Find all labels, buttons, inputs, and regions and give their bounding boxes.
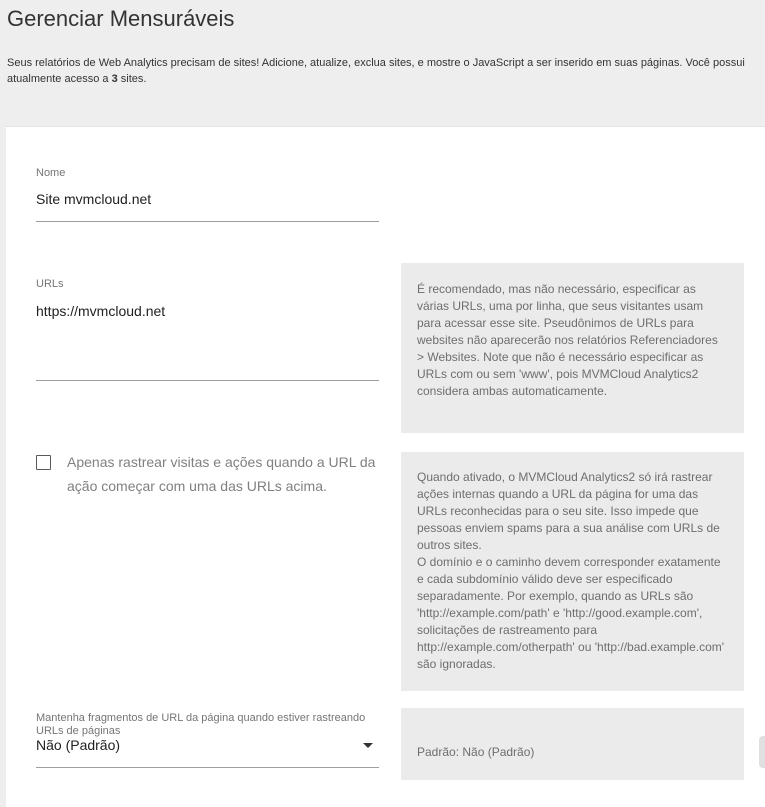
track-only-urls-help-box <box>401 452 744 691</box>
sites-count: 3 <box>111 73 118 85</box>
name-input-underline <box>36 221 379 222</box>
urls-field-label: URLs <box>36 278 64 290</box>
urls-textarea[interactable]: https://mvmcloud.net <box>36 303 166 319</box>
name-field-label: Nome <box>36 167 66 179</box>
track-only-urls-help-text-2: O domínio e o caminho devem corresponder exatamente e cada subdomínio válido deve ser especificado separadamente. Por exemplo, quando as URLs são 'http://example.com/path' e 'http://good.example.com', solicitações de rastreamento para http://example.com/otherpath' ou 'http://bad.example.com' são ignoradas. <box>417 555 725 671</box>
keep-fragments-label: Mantenha fragmentos de URL da página quando estiver rastreando URLs de páginas <box>36 712 366 737</box>
site-edit-card <box>6 126 765 807</box>
keep-fragments-help-text: Padrão: Não (Padrão) <box>417 745 535 759</box>
scrollbar-nub[interactable] <box>759 736 765 768</box>
keep-fragments-underline <box>36 767 379 768</box>
keep-fragments-selected-value: Não (Padrão) <box>36 737 121 753</box>
urls-help-text: É recomendado, mas não necessário, especificar as várias URLs, uma por linha, que seus visitantes usam para acessar esse site. Pseudônimos de URLs para websites não aparecerão nos relatórios Referenciadores > Websites. Note que não é necessário especificar as URLs com ou sem 'www', pois MVMCloud Analytics2 considera ambas automaticamente. <box>417 282 718 398</box>
track-only-urls-label[interactable]: Apenas rastrear visitas e ações quando a URL da ação começar com uma das URLs acima. <box>67 454 376 494</box>
track-only-urls-help-text-1: Quando ativado, o MVMCloud Analytics2 só irá rastrear ações internas quando a URL da página for uma das URLs reconhecidas para o seu site. Isso impede que pessoas enviem spams para a sua análise com URLs de outros sites. <box>417 470 720 552</box>
keep-fragments-select[interactable] <box>36 735 379 761</box>
keep-fragments-help-box <box>401 708 744 780</box>
track-only-urls-checkbox[interactable] <box>36 455 51 470</box>
intro-text <box>7 55 762 87</box>
urls-textarea-underline <box>36 380 379 381</box>
chevron-down-icon <box>363 743 373 748</box>
intro-text-before: Seus relatórios de Web Analytics precisam de sites! Adicione, atualize, exclua sites, e mostre o JavaScript a ser inserido em suas páginas. Você possui atualmente acesso a <box>7 57 745 85</box>
page-title: Gerenciar Mensuráveis <box>7 6 235 31</box>
intro-text-after: sites. <box>117 73 147 85</box>
name-input[interactable]: Site mvmcloud.net <box>36 191 152 207</box>
urls-help-box <box>401 263 744 433</box>
